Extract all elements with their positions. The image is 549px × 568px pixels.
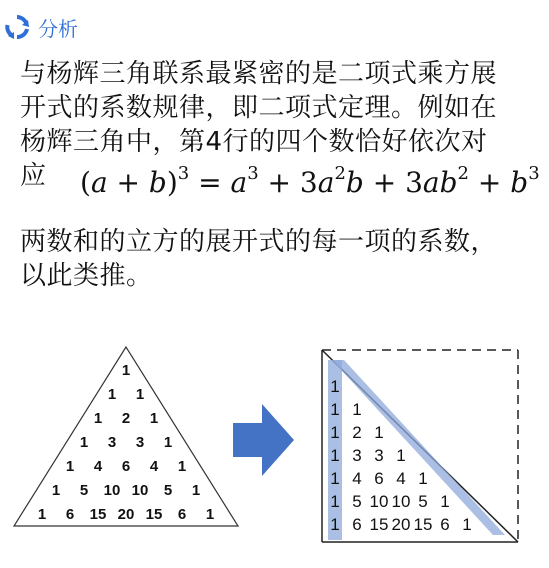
triangle-number: 15 xyxy=(89,506,107,523)
triangle-number: 1 xyxy=(65,458,75,475)
triangle-number: 1 xyxy=(191,482,201,499)
text-line: 开式的系数规律，即二项式定理。例如在 xyxy=(20,93,498,123)
binomial-formula xyxy=(80,163,540,199)
triangle-number: 6 xyxy=(65,506,75,523)
triangle-number: 6 xyxy=(177,506,187,523)
aligned-number: 1 xyxy=(330,515,340,534)
aligned-number: 1 xyxy=(330,423,340,442)
aligned-number: 1 xyxy=(462,515,472,534)
aligned-number: 15 xyxy=(413,515,433,534)
triangle-number: 6 xyxy=(121,458,131,475)
triangle-number: 3 xyxy=(107,434,117,451)
triangle-number: 20 xyxy=(117,506,135,523)
triangle-number: 15 xyxy=(145,506,163,523)
aligned-number: 3 xyxy=(352,446,362,465)
aligned-number: 20 xyxy=(391,515,411,534)
triangle-number: 1 xyxy=(79,434,89,451)
triangle-number: 4 xyxy=(93,458,103,475)
aligned-number: 3 xyxy=(374,446,384,465)
aligned-number: 1 xyxy=(396,446,406,465)
aligned-number: 4 xyxy=(396,469,406,488)
aligned-number: 10 xyxy=(391,492,411,511)
triangle-number: 10 xyxy=(131,482,149,499)
triangle-number: 10 xyxy=(103,482,121,499)
triangle-number: 1 xyxy=(121,362,131,379)
aligned-number: 5 xyxy=(418,492,428,511)
text-line: 与杨辉三角联系最紧密的是二项式乘方展 xyxy=(20,59,498,89)
triangle-number: 3 xyxy=(135,434,145,451)
section-header xyxy=(4,14,78,40)
triangle-number: 1 xyxy=(93,410,103,427)
aligned-number: 1 xyxy=(330,492,340,511)
aligned-number: 1 xyxy=(330,469,340,488)
aligned-number: 15 xyxy=(369,515,389,534)
aligned-number: 1 xyxy=(374,423,384,442)
section-title: 分析 xyxy=(38,16,78,41)
triangle-number: 1 xyxy=(37,506,47,523)
aligned-number: 1 xyxy=(418,469,428,488)
triangle-numbers xyxy=(38,362,214,523)
aligned-number: 1 xyxy=(330,400,340,419)
aligned-number: 6 xyxy=(352,515,362,534)
text-line: 以此类推。 xyxy=(20,261,153,291)
triangle-number: 1 xyxy=(177,458,187,475)
formula-text: $(a + b)^3 = a^3 + 3a^2b + 3ab^2 + b^3$ xyxy=(80,163,540,199)
aligned-number: 5 xyxy=(352,492,362,511)
refresh-icon xyxy=(4,14,30,40)
triangle-number: 1 xyxy=(163,434,173,451)
aligned-number: 1 xyxy=(330,446,340,465)
aligned-number: 2 xyxy=(352,423,362,442)
pascal-figure xyxy=(0,330,549,568)
triangle-number: 1 xyxy=(205,506,215,523)
pascal-triangle-right xyxy=(322,350,518,542)
triangle-number: 2 xyxy=(121,410,131,427)
triangle-number: 5 xyxy=(163,482,173,499)
triangle-number: 1 xyxy=(135,386,145,403)
aligned-number: 6 xyxy=(374,469,384,488)
triangle-number: 5 xyxy=(79,482,89,499)
triangle-number: 1 xyxy=(149,410,159,427)
triangle-number: 1 xyxy=(51,482,61,499)
text-line: 两数和的立方的展开式的每一项的系数， xyxy=(20,227,498,257)
pascal-triangle-left xyxy=(14,347,238,526)
aligned-number: 1 xyxy=(352,400,362,419)
aligned-numbers xyxy=(330,377,471,534)
paragraph-conclusion xyxy=(20,225,497,293)
text-line: 应 xyxy=(20,161,47,191)
triangle-number: 1 xyxy=(107,386,117,403)
aligned-number: 6 xyxy=(440,515,450,534)
aligned-number: 1 xyxy=(330,377,340,396)
aligned-number: 4 xyxy=(352,469,362,488)
aligned-number: 10 xyxy=(369,492,389,511)
aligned-number: 1 xyxy=(440,492,450,511)
triangle-number: 4 xyxy=(149,458,159,475)
text-line: 杨辉三角中，第4行的四个数恰好依次对 xyxy=(20,127,488,157)
right-arrow-icon xyxy=(233,404,294,476)
